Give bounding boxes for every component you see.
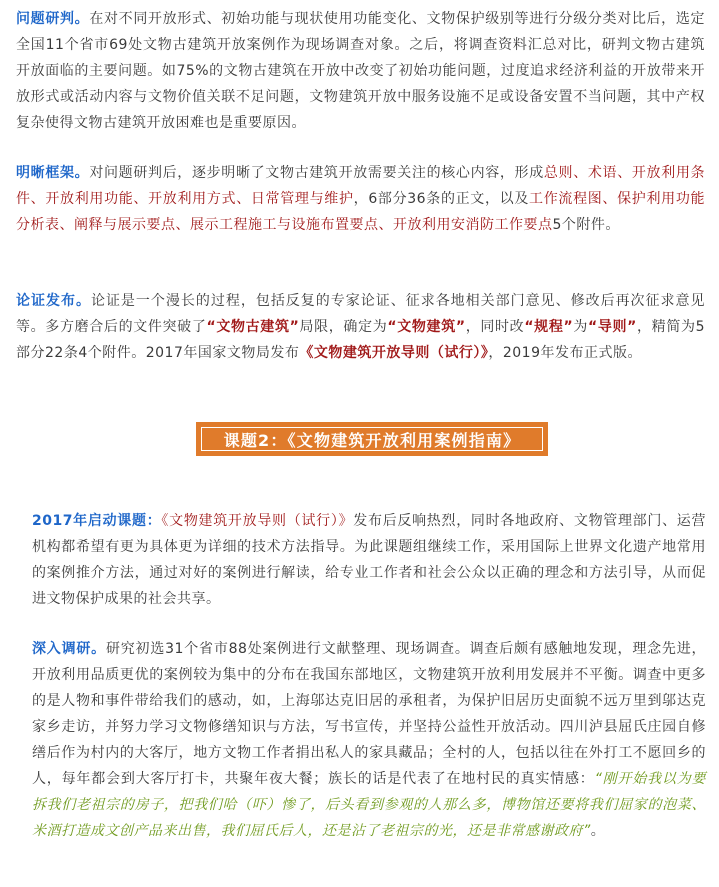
- paragraph-project-launch: [32, 508, 706, 612]
- paragraph-body: ，6部分36条的正文，以及: [353, 191, 530, 207]
- paragraph-problem-analysis: [16, 6, 705, 136]
- paragraph-body: 为: [573, 319, 588, 335]
- paragraph-lead: 2017年启动课题：: [32, 513, 162, 529]
- highlight-term: “规程”: [524, 319, 574, 335]
- paragraph-body: 局限，确定为: [299, 319, 388, 335]
- highlight-term: “导则”: [588, 319, 637, 335]
- paragraph-body: 5个附件。: [552, 217, 620, 233]
- highlight-chapters: 总则、术语、开放利用条件、开放利用功能、开放利用方式、日常管理与维护: [16, 165, 706, 207]
- paragraph-lead: 深入调研。: [32, 641, 106, 657]
- paragraph-body: 在对不同开放形式、初始功能与现状使用功能变化、文物保护级别等进行分级分类对比后，选定全国11个省市69处文物古建筑开放案例作为现场调查对象。之后，将调查资料汇总对比，研判文物古建筑开放面临的主要问题。如75%的文物古建筑在开放中改变了初始功能问题，过度追求经济利益的开放带来开放形式或活动内容与文物价值关联不足问题，文物建筑开放中服务设施不足或设备安置不当问题，其中产权复杂使得文物古建筑开放困难也是重要原因。: [16, 11, 706, 131]
- paragraph-body: 研究初选31个省市88处案例进行文献整理、现场调查。调查后颇有感触地发现，理念先进，开放利用品质更优的案例较为集中的分布在我国东部地区，文物建筑开放利用发展并不平衡。调查中更多的是人物和事件带给我们的感动，如，上海邬达克旧居的承租者，为保护旧居历史面貌不远万里到邬达克家乡走访，并努力学习文物修缮知识与方法，写书宣传，并坚持公益性开放活动。四川泸县屈氏庄园自修缮后作为村内的大客厅，地方文物工作者捐出私人的家具藏品；全村的人，包括以往在外打工不愿回乡的人，每年都会到大客厅打卡，共聚年夜大餐；族长的话是代表了在地村民的真实情感：: [32, 641, 706, 787]
- villager-quote: “刚开始我以为要拆我们老祖宗的房子，把我们哈（吓）惨了，后头看到参观的人那么多，博物馆还要将我们屈家的泡菜、米酒打造成文创产品来出售，我们屈氏后人，还是沾了老祖宗的光，还是非常感谢政府”: [32, 771, 706, 839]
- banner-title: 课题2：《文物建筑开放利用案例指南》: [223, 430, 521, 450]
- highlight-document-title: 《文物建筑开放导则（试行）》: [161, 513, 354, 529]
- paragraph-lead: 明晰框架。: [16, 165, 90, 181]
- paragraph-body: 。: [590, 823, 606, 839]
- highlight-document-title: 《文物建筑开放导则（试行）》: [299, 345, 489, 361]
- paragraph-publication: [16, 288, 705, 366]
- highlight-term: “文物古建筑”: [206, 319, 300, 335]
- paragraph-lead: 问题研判。: [16, 11, 90, 27]
- paragraph-lead: 论证发布。: [16, 293, 91, 309]
- highlight-appendices: 工作流程图、保护利用功能分析表、阐释与展示要点、展示工程施工与设施布置要点、开放利用安消防工作要点: [16, 191, 706, 233]
- paragraph-body: ，2019年发布正式版。: [488, 345, 642, 361]
- paragraph-body: ，同时改: [465, 319, 525, 335]
- paragraph-body: 论证是一个漫长的过程，包括反复的专家论证、征求各地相关部门意见、修改后再次征求意见等。多方磨合后的文件突破了: [16, 293, 706, 335]
- topic-banner: [196, 422, 548, 456]
- paragraph-field-research: [32, 636, 706, 844]
- paragraph-framework: [16, 160, 705, 238]
- paragraph-body: 发布后反响热烈，同时各地政府、文物管理部门、运营机构都希望有更为具体更为详细的技术方法指导。为此课题组继续工作，采用国际上世界文化遗产地常用的案例推介方法，通过对好的案例进行解读，给专业工作者和社会公众以正确的理念和方法引导，从而促进文物保护成果的社会共享。: [32, 513, 707, 607]
- paragraph-body: 对问题研判后，逐步明晰了文物古建筑开放需要关注的核心内容，形成: [89, 165, 544, 181]
- highlight-term: “文物建筑”: [387, 319, 466, 335]
- paragraph-body: ，精简为5部分22条4个附件。2017年国家文物局发布: [16, 319, 706, 361]
